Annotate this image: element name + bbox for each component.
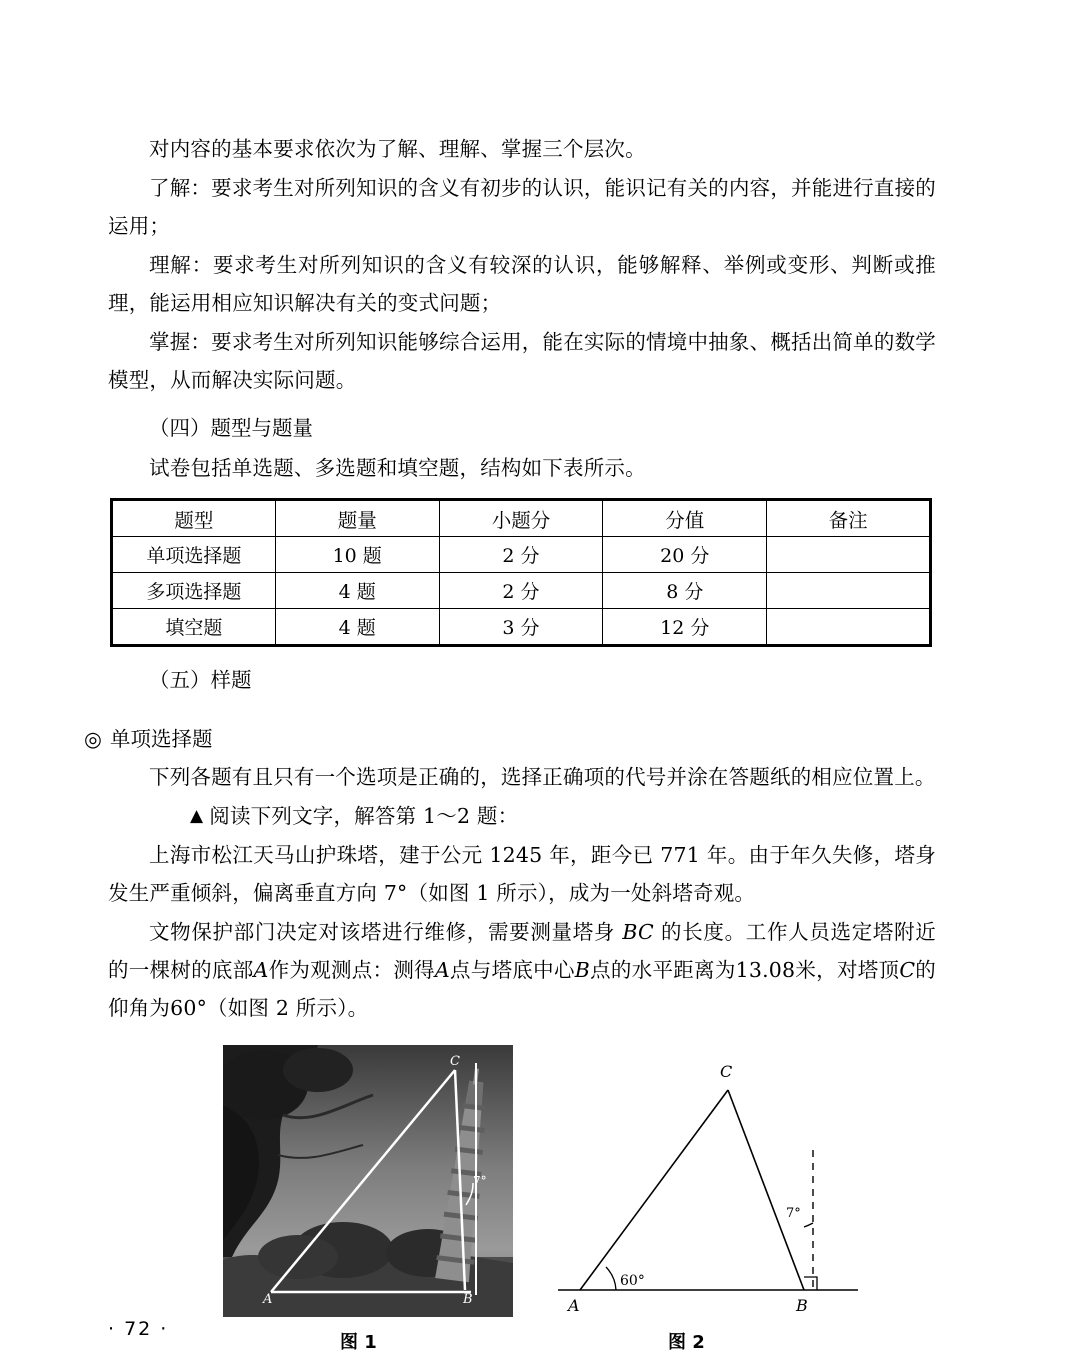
- text-run: 的仰角为60°（如图 2 所示）。: [108, 957, 937, 1020]
- table-cell: 2 分: [439, 537, 603, 573]
- svg-text:60°: 60°: [620, 1272, 645, 1289]
- svg-text:A: A: [263, 1291, 273, 1307]
- table-cell: 12 分: [603, 609, 767, 646]
- table-header-cell: 题量: [275, 500, 439, 537]
- section-four-title: （四）题型与题量: [149, 416, 313, 440]
- paragraph-level-overview: 对内容的基本要求依次为了解、理解、掌握三个层次。: [149, 137, 646, 161]
- table-cell: 填空题: [112, 609, 276, 646]
- section-five-title: （五）样题: [149, 668, 252, 692]
- table-cell: 2 分: [439, 573, 603, 609]
- section-four-intro: 试卷包括单选题、多选题和填空题，结构如下表所示。: [149, 456, 646, 480]
- table-row: [112, 537, 931, 573]
- page-number: · 72 ·: [108, 1318, 169, 1340]
- reading-paragraph-1: 上海市松江天马山护珠塔，建于公元 1245 年，距今已 771 年。由于年久失修，塔身发生严重倾斜，偏离垂直方向 7°（如图 1 所示），成为一处斜塔奇观。: [108, 842, 936, 905]
- reading-prompt-line: [108, 797, 936, 835]
- table-cell: 单项选择题: [112, 537, 276, 573]
- table-cell: 3 分: [439, 609, 603, 646]
- figure-2-diagram: [538, 1045, 868, 1317]
- table-cell: 4 题: [275, 609, 439, 646]
- table-row: [112, 573, 931, 609]
- paragraph-master: 掌握：要求考生对所列知识能够综合运用，能在实际的情境中抽象、概括出简单的数学模型，从而解决实际问题。: [108, 330, 936, 392]
- table-cell: [767, 573, 931, 609]
- svg-text:C: C: [450, 1053, 460, 1069]
- figure-1-caption: 图 1: [340, 1331, 377, 1353]
- table-cell: 20 分: [603, 537, 767, 573]
- table-cell: 10 题: [275, 537, 439, 573]
- table-header-cell: 备注: [767, 500, 931, 537]
- figure-area: [108, 1045, 936, 1353]
- svg-text:7°: 7°: [473, 1173, 487, 1188]
- svg-text:B: B: [463, 1291, 473, 1307]
- text-run: 文物保护部门决定对该塔进行维修，需要测量塔身: [149, 919, 623, 944]
- text-run: 作为观测点：测得: [268, 957, 435, 982]
- table-row: [112, 609, 931, 646]
- svg-text:B: B: [796, 1295, 808, 1315]
- text-run: 的长度。工作人员选定塔附近的一棵树的底部: [108, 919, 936, 982]
- table-cell: [767, 609, 931, 646]
- sample-type-line: [84, 720, 936, 758]
- math-a: A: [253, 957, 269, 982]
- table-header-cell: 分值: [603, 500, 767, 537]
- reading-paragraph-2: [108, 913, 936, 1027]
- math-c: C: [899, 957, 916, 982]
- paragraph-understand-basic: 了解：要求考生对所列知识的含义有初步的认识，能识记有关的内容，并能进行直接的运用；: [108, 176, 936, 238]
- paragraph-comprehend: 理解：要求考生对所列知识的含义有较深的认识，能够解释、举例或变形、判断或推理，能运用相应知识解决有关的变式问题；: [108, 253, 936, 315]
- sample-instruction: 下列各题有且只有一个选项是正确的，选择正确项的代号并涂在答题纸的相应位置上。: [149, 764, 936, 789]
- page-content: [84, 130, 937, 1353]
- sample-type-label: 单项选择题: [110, 726, 213, 751]
- figure-2-caption: 图 2: [668, 1331, 705, 1353]
- math-a2: A: [434, 957, 450, 982]
- svg-text:A: A: [568, 1295, 580, 1315]
- figure-2-svg: [538, 1045, 868, 1317]
- reading-prompt: 阅读下列文字，解答第 1～2 题：: [209, 803, 519, 828]
- svg-text:7°: 7°: [786, 1205, 801, 1221]
- table-header-row: [112, 500, 931, 537]
- table-header-cell: 题型: [112, 500, 276, 537]
- triangle-icon: ▲: [190, 805, 204, 826]
- figure-1-photo: [223, 1045, 513, 1317]
- table-cell: 8 分: [603, 573, 767, 609]
- table-cell: [767, 537, 931, 573]
- math-b: B: [574, 957, 591, 982]
- text-run: 点的水平距离为13.08米，对塔顶: [590, 957, 900, 982]
- table-cell: 多项选择题: [112, 573, 276, 609]
- svg-text:C: C: [720, 1061, 733, 1081]
- text-run: 点与塔底中心: [449, 957, 575, 982]
- math-bc: BC: [622, 919, 654, 944]
- question-structure-table: [110, 498, 932, 647]
- table-header-cell: 小题分: [439, 500, 603, 537]
- figure-1-svg: [223, 1045, 513, 1317]
- double-circle-icon: ◎: [84, 726, 102, 751]
- table-cell: 4 题: [275, 573, 439, 609]
